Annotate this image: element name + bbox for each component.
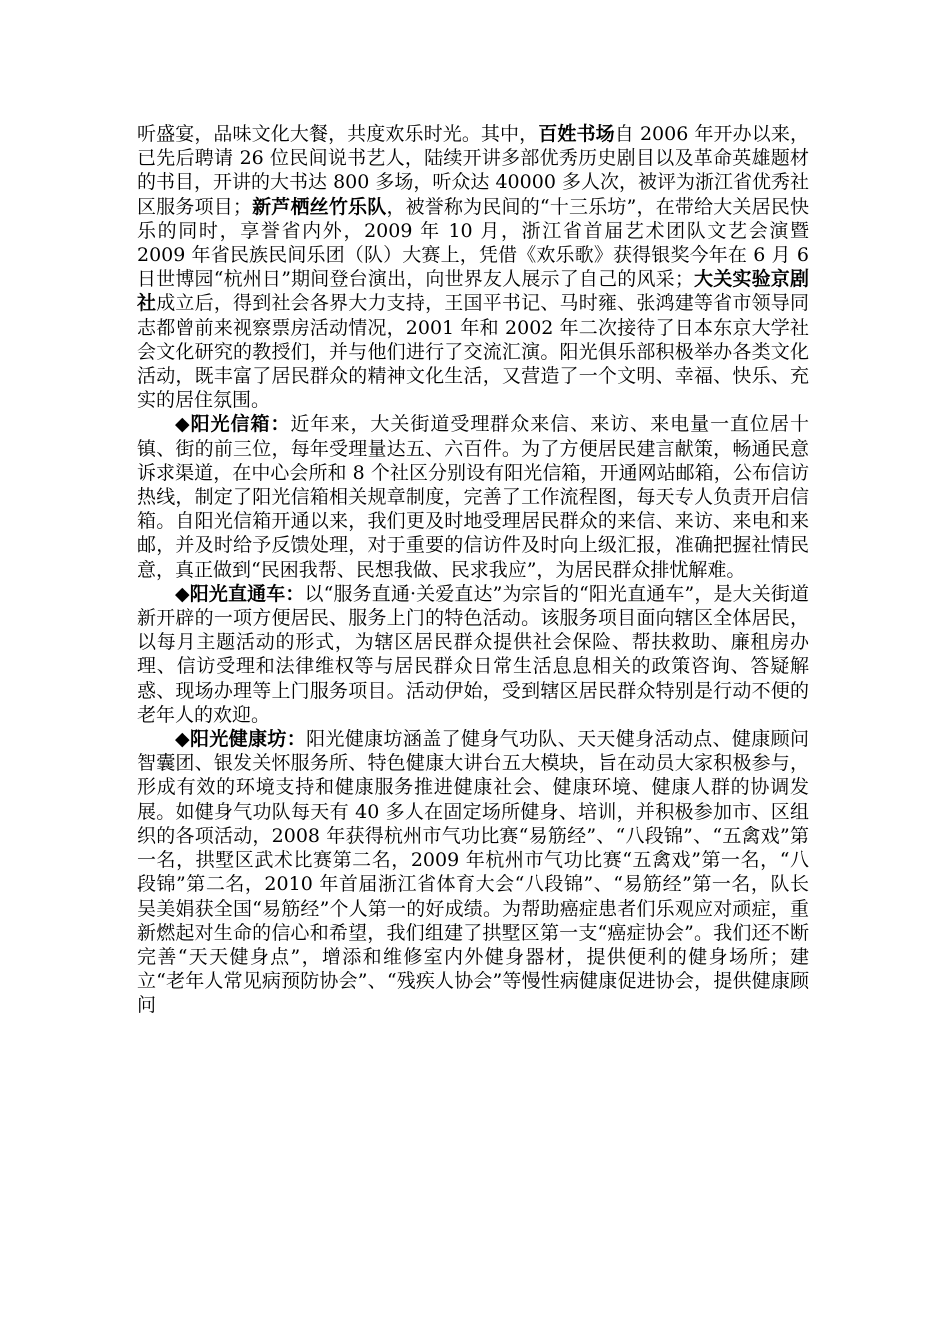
text-run: 近年来，大关街道受理群众来信、来访、来电量一直位居十镇、街的前三位，每年受理量达五、六百件。为了方便居民建言献策，畅通民意诉求渠道，在中心会所和 8 个社区分别设有阳光信箱，开通网站邮箱，公布信访热线，制定了阳光信箱相关规章制度，完善了工作流程图，每天专人负责开启信箱。自阳光信箱开通以来，我们更及时地受理居民群众的来信、来访、来电和来邮，并及时给予反馈处理，对于重要的信访件及时向上级汇报，准确把握社情民意，真正做到“民困我帮、民想我做、民求我应”，为居民群众排忧解难。	[137, 413, 809, 581]
highlight-jingju-she: 大关实验京剧社	[137, 268, 809, 315]
text-run: 以“服务直通·关爱直达”为宗旨的“阳光直通车”，是大关街道新开辟的一项方便居民、服务上门的特色活动。该服务项目面向辖区全体居民，以每月主题活动的形式，为辖区居民群众提供社会保险、帮扶救助、廉租房办理、信访受理和法律维权等与居民群众日常生活息息相关的政策咨询、答疑解惑、现场办理等上门服务项目。活动伊始，受到辖区居民群众特别是行动不便的老年人的欢迎。	[137, 582, 809, 726]
paragraph-sunshine-express	[137, 582, 809, 727]
text-run: 成立后，得到社会各界大力支持，王国平书记、马时雍、张鸿建等省市领导同志都曾前来视察票房活动情况，2001 年和 2002 年二次接待了日本东京大学社会文化研究的教授们，并与他们进行了交流汇演。阳光俱乐部积极举办各类文化活动，既丰富了居民群众的精神文化生活，又营造了一个文明、幸福、快乐、充实的居住氛围。	[137, 292, 809, 412]
text-run: 听盛宴，品味文化大餐，共度欢乐时光。其中，	[137, 123, 539, 145]
document-page	[137, 122, 809, 1018]
section-heading-sunshine-health: ◆阳光健康坊：	[175, 728, 307, 751]
section-heading-sunshine-express: ◆阳光直通车：	[175, 582, 305, 605]
paragraph-sunshine-health	[137, 727, 809, 1017]
highlight-baixing-shuchang: 百姓书场	[538, 123, 615, 145]
text-run: 自 2006 年开办以来，已先后聘请 26 位民间说书艺人，陆续开讲多部优秀历史剧目以及革命英雄题材的书目，开讲的大书达 800 多场，听众达 40000 多人次，被评为浙江省优秀社区服务项目；	[137, 123, 809, 218]
text-run: 阳光健康坊涵盖了健身气功队、天天健身活动点、健康顾问智囊团、银发关怀服务所、特色健康大讲台五大模块，旨在动员大家积极参与，形成有效的环境支持和健康服务推进健康社会、健康环境、健康人群的协调发展。如健身气功队每天有 40 多人在固定场所健身、培训，并积极参加市、区组织的各项活动，2008 年获得杭州市气功比赛“易筋经”、“八段锦”、“五禽戏”第一名，拱墅区武术比赛第二名，2009 年杭州市气功比赛“五禽戏”第一名，“八段锦”第二名，2010 年首届浙江省体育大会“八段锦”、“易筋经”第一名，队长吴美娟获全国“易筋经”个人第一的好成绩。为帮助癌症患者们乐观应对顽症，重新燃起对生命的信心和希望，我们组建了拱墅区第一支“癌症协会”。我们还不断完善“天天健身点”，增添和维修室内外健身器材，提供便利的健身场所；建立“老年人常见病预防协会”、“残疾人协会”等慢性病健康促进协会，提供健康顾问	[137, 728, 809, 1017]
highlight-sizhu-yuedui: 新芦栖丝竹乐队	[251, 195, 387, 218]
paragraph-culture-club	[137, 122, 809, 412]
section-heading-sunshine-mailbox: ◆阳光信箱：	[175, 413, 291, 436]
paragraph-sunshine-mailbox	[137, 412, 809, 581]
text-run: ，被誉称为民间的“十三乐坊”，在带给大关居民快乐的同时，享誉省内外，2009 年 10 月，浙江省首届艺术团队文艺会演暨 2009 年省民族民间乐团（队）大赛上，凭借《欢乐歌》获得银奖今年在 6 月 6 日世博园“杭州日”期间登台演出，向世界友人展示了自己的风采；	[137, 195, 809, 291]
